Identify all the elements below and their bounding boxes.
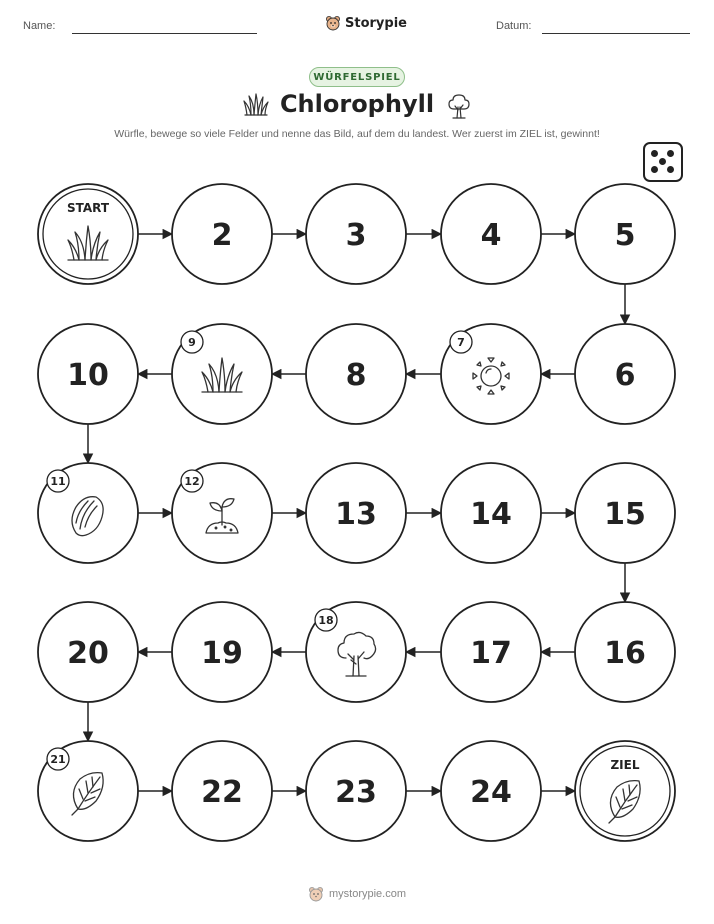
board-space[interactable] xyxy=(575,602,675,702)
space-number: 3 xyxy=(345,218,367,253)
space-number: 4 xyxy=(480,218,502,253)
space-circle xyxy=(38,184,138,284)
board-space[interactable] xyxy=(38,741,138,841)
board-space[interactable] xyxy=(172,324,272,424)
space-badge-number: 21 xyxy=(50,753,66,766)
board-space[interactable] xyxy=(172,184,272,284)
board-space[interactable] xyxy=(441,463,541,563)
board-space[interactable] xyxy=(575,463,675,563)
goal-space[interactable] xyxy=(575,741,675,841)
space-number: 14 xyxy=(470,497,512,532)
space-badge-number: 7 xyxy=(457,336,465,349)
space-number: 20 xyxy=(67,636,109,671)
board-space[interactable] xyxy=(306,184,406,284)
board-space[interactable] xyxy=(575,324,675,424)
board-space[interactable] xyxy=(38,602,138,702)
footer xyxy=(0,886,714,902)
instructions: Würfle, bewege so viele Felder und nenne das Bild, auf dem du landest. Wer zuerst im ZIEL ist, gewinnt! xyxy=(114,128,600,140)
space-number: 23 xyxy=(335,775,377,810)
space-number: 10 xyxy=(67,358,109,393)
space-number: 17 xyxy=(470,636,512,671)
space-number: 15 xyxy=(604,497,646,532)
space-number: 16 xyxy=(604,636,646,671)
name-label: Name: xyxy=(23,20,56,32)
board-space[interactable] xyxy=(172,741,272,841)
board-space[interactable] xyxy=(172,463,272,563)
start-label: START xyxy=(66,201,110,215)
space-number: 13 xyxy=(335,497,377,532)
game-type-badge: WÜRFELSPIEL xyxy=(309,67,405,87)
board-space[interactable] xyxy=(441,184,541,284)
space-number: 2 xyxy=(211,218,233,253)
space-number: 22 xyxy=(201,775,243,810)
board-space[interactable] xyxy=(38,463,138,563)
space-number: 6 xyxy=(614,358,636,393)
board-space[interactable] xyxy=(306,741,406,841)
board-space[interactable] xyxy=(38,324,138,424)
space-circle xyxy=(575,741,675,841)
space-number: 5 xyxy=(614,218,636,253)
board-space[interactable] xyxy=(441,741,541,841)
page-title: Chlorophyll xyxy=(279,90,435,118)
start-space[interactable] xyxy=(38,184,138,284)
space-number: 19 xyxy=(201,636,243,671)
space-badge-number: 18 xyxy=(318,614,334,627)
footer-url[interactable]: mystorypie.com xyxy=(328,888,407,900)
board-space[interactable] xyxy=(172,602,272,702)
brand-name: Storypie xyxy=(345,15,407,31)
board-space[interactable] xyxy=(441,602,541,702)
space-badge-number: 12 xyxy=(184,475,200,488)
space-badge-number: 9 xyxy=(188,336,196,349)
board-space[interactable] xyxy=(306,324,406,424)
space-number: 8 xyxy=(345,358,367,393)
space-badge-number: 11 xyxy=(50,475,66,488)
goal-label: ZIEL xyxy=(610,758,640,772)
board-space[interactable] xyxy=(441,324,541,424)
bear-icon xyxy=(308,886,324,902)
board-space[interactable] xyxy=(575,184,675,284)
space-number: 24 xyxy=(470,775,512,810)
board-space[interactable] xyxy=(306,602,406,702)
date-label: Datum: xyxy=(496,20,532,32)
board-space[interactable] xyxy=(306,463,406,563)
